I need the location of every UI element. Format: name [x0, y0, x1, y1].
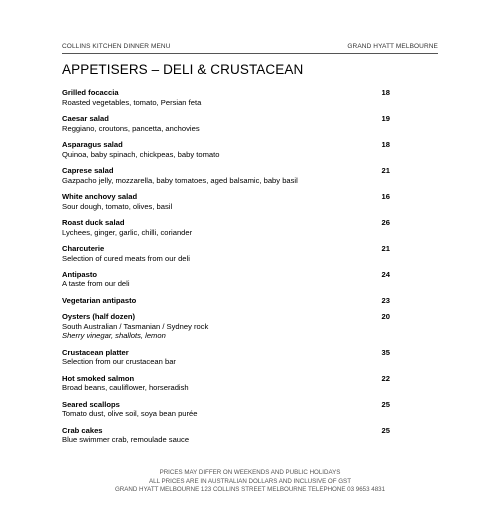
menu-item — [62, 140, 390, 159]
menu-item-description: Selection from our crustacean bar — [62, 357, 176, 367]
menu-item-name: Charcuterie — [62, 243, 105, 253]
menu-item-name: Crustacean platter — [62, 347, 129, 357]
menu-item-price: 18 — [381, 88, 390, 97]
menu-item-price: 20 — [381, 312, 390, 322]
menu-item-description: Broad beans, cauliflower, horseradish — [62, 383, 189, 393]
menu-item-name: Seared scallops — [62, 399, 120, 409]
menu-item-description: Selection of cured meats from our deli — [62, 253, 190, 263]
header-divider — [62, 53, 438, 54]
footer-line-address: GRAND HYATT MELBOURNE 123 COLLINS STREET MELBOURNE TELEPHONE 03 9653 4831 — [114, 486, 386, 494]
menu-item-name: Oysters (half dozen) — [62, 312, 135, 322]
menu-item — [62, 312, 390, 341]
menu-item-name: Caprese salad — [62, 165, 114, 175]
hotel-name: GRAND HYATT MELBOURNE — [347, 43, 438, 50]
menu-item-description: Tomato dust, olive soil, soya bean purée — [62, 409, 198, 419]
section-title: APPETISERS – DELI & CRUSTACEAN — [62, 62, 304, 77]
menu-item-price: 21 — [381, 165, 390, 175]
menu-name: COLLINS KITCHEN DINNER MENU — [62, 43, 171, 50]
menu-item-price: 23 — [381, 295, 390, 305]
menu-item-description: Roasted vegetables, tomato, Persian feta — [62, 97, 202, 107]
menu-item — [62, 244, 390, 263]
menu-item-name: Caesar salad — [62, 113, 109, 123]
menu-item — [62, 426, 390, 445]
menu-item — [62, 192, 390, 211]
menu-item-name: Hot smoked salmon — [62, 373, 135, 383]
menu-item — [62, 218, 390, 237]
footer-line-pricing: PRICES MAY DIFFER ON WEEKENDS AND PUBLIC HOLIDAYS — [159, 469, 341, 476]
page-footer — [62, 469, 438, 495]
menu-item-description: Sour dough, tomato, olives, basil — [62, 201, 173, 211]
menu-item-price: 25 — [381, 425, 390, 435]
menu-item-price: 26 — [381, 217, 390, 227]
menu-item-price: 35 — [381, 347, 390, 357]
menu-item-price: 16 — [381, 191, 390, 201]
menu-item-name: Antipasto — [62, 269, 98, 279]
menu-item-price: 21 — [381, 243, 390, 253]
menu-item — [62, 270, 390, 289]
menu-item-description: Reggiano, croutons, pancetta, anchovies — [62, 123, 200, 133]
menu-item — [62, 88, 390, 107]
menu-item — [62, 166, 390, 185]
menu-item-description: Blue swimmer crab, remoulade sauce — [62, 435, 190, 445]
menu-item-price: 18 — [381, 139, 390, 149]
menu-item-price: 22 — [381, 373, 390, 383]
menu-item-price: 19 — [381, 113, 390, 123]
menu-item-price: 25 — [381, 399, 390, 409]
menu-item-description: Quinoa, baby spinach, chickpeas, baby tomato — [62, 149, 220, 159]
menu-item — [62, 348, 390, 367]
menu-item — [62, 400, 390, 419]
menu-item-name: Roast duck salad — [62, 217, 125, 227]
menu-item-name: Grilled focaccia — [62, 88, 119, 97]
menu-item-note: Sherry vinegar, shallots, lemon — [62, 331, 166, 341]
menu-item-description: A taste from our deli — [62, 279, 130, 289]
menu-item-price: 24 — [381, 269, 390, 279]
menu-item — [62, 114, 390, 133]
menu-item-description: Lychees, ginger, garlic, chilli, coriander — [62, 227, 193, 237]
menu-item-name: Crab cakes — [62, 425, 103, 435]
menu-item — [62, 374, 390, 393]
menu-item — [62, 296, 390, 306]
menu-item-name: Vegetarian antipasto — [62, 295, 137, 305]
menu-list — [62, 88, 390, 452]
menu-item-name: White anchovy salad — [62, 191, 138, 201]
menu-item-description: South Australian / Tasmanian / Sydney rock — [62, 321, 209, 331]
menu-item-name: Asparagus salad — [62, 139, 123, 149]
footer-line-currency: ALL PRICES ARE IN AUSTRALIAN DOLLARS AND INCLUSIVE OF GST — [149, 477, 351, 485]
menu-item-description: Gazpacho jelly, mozzarella, baby tomatoes, aged balsamic, baby basil — [62, 175, 298, 185]
